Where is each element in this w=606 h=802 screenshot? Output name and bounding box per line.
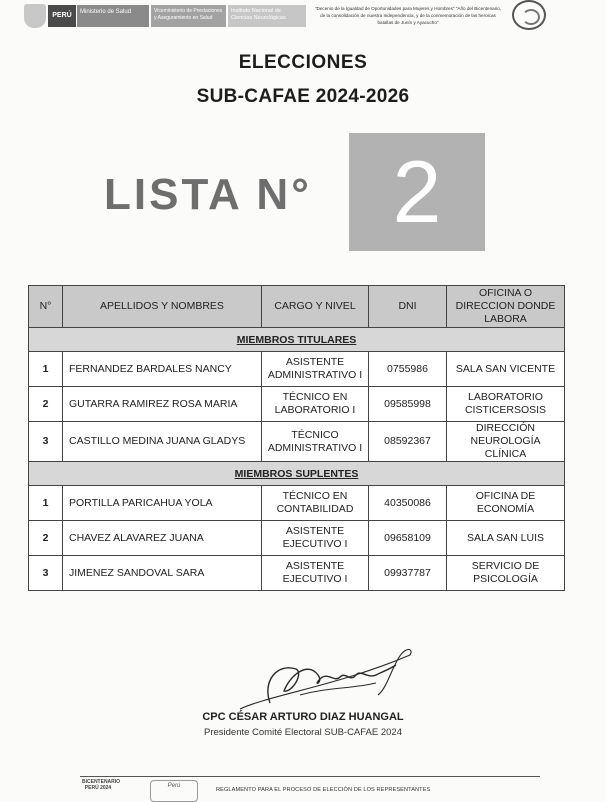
cell-dni: 09937787 <box>369 556 447 591</box>
table-header-row <box>29 286 565 328</box>
header-quote: "Decenio de la Igualdad de Oportunidades para Mujeres y Hombres" "Año del Bicentenario, de la consolidación de nuestra Independencia, y de la conmemoración de las heroicas batallas de Junín y Ayacucho" <box>314 6 502 25</box>
peru-label: PERÚ <box>48 5 76 27</box>
cell-cargo: ASISTENTE EJECUTIVO I <box>262 521 369 556</box>
cell-num: 2 <box>29 387 63 422</box>
cell-name: CHAVEZ ALAVAREZ JUANA <box>63 521 262 556</box>
section-row-suplentes <box>29 462 565 486</box>
signer-role: Presidente Comité Electoral SUB-CAFAE 2024 <box>203 727 402 738</box>
section-row-titulares <box>29 328 565 352</box>
handwritten-signature <box>200 625 420 715</box>
page-subtitle: SUB-CAFAE 2024-2026 <box>196 86 410 107</box>
cell-name: CASTILLO MEDINA JUANA GLADYS <box>63 422 262 462</box>
cell-dni: 08592367 <box>369 422 447 462</box>
peru-shield-icon <box>24 4 46 28</box>
table-row <box>29 556 565 591</box>
table-row <box>29 422 565 462</box>
cell-oficina: SERVICIO DE PSICOLOGÍA <box>447 556 565 591</box>
peru-brand-logo: Perú <box>150 780 198 802</box>
cell-num: 1 <box>29 352 63 387</box>
candidates-table <box>28 285 565 591</box>
cell-num: 1 <box>29 486 63 521</box>
cell-oficina: SALA SAN VICENTE <box>447 352 565 387</box>
header-cargo: CARGO Y NIVEL <box>262 286 369 328</box>
cell-dni: 09585998 <box>369 387 447 422</box>
cell-dni: 40350086 <box>369 486 447 521</box>
cell-num: 2 <box>29 521 63 556</box>
section-titulares: MIEMBROS TITULARES <box>29 328 565 352</box>
cell-cargo: ASISTENTE ADMINISTRATIVO I <box>262 352 369 387</box>
cell-name: JIMENEZ SANDOVAL SARA <box>63 556 262 591</box>
cell-dni: 0755986 <box>369 352 447 387</box>
cell-name: GUTARRA RAMIREZ ROSA MARIA <box>63 387 262 422</box>
bicentenario-logo: BICENTENARIO PERÚ 2024 <box>82 779 121 791</box>
cell-dni: 09658109 <box>369 521 447 556</box>
header-dni: DNI <box>369 286 447 328</box>
footer-divider <box>80 776 540 777</box>
instituto-label: Instituto Nacional de Ciencias Neurológicas <box>228 5 306 27</box>
header-names: APELLIDOS Y NOMBRES <box>63 286 262 328</box>
cell-num: 3 <box>29 556 63 591</box>
cell-oficina: OFICINA DE ECONOMÍA <box>447 486 565 521</box>
header-num: N° <box>29 286 63 328</box>
cell-oficina: DIRECCIÓN NEUROLOGÍA CLÍNICA <box>447 422 565 462</box>
table-row <box>29 521 565 556</box>
cell-cargo: ASISTENTE EJECUTIVO I <box>262 556 369 591</box>
signer-name: CPC CÉSAR ARTURO DIAZ HUANGAL <box>202 711 404 723</box>
cell-name: FERNANDEZ BARDALES NANCY <box>63 352 262 387</box>
table-row <box>29 486 565 521</box>
cell-oficina: LABORATORIO CISTICERSOSIS <box>447 387 565 422</box>
cell-cargo: TÉCNICO EN CONTABILIDAD <box>262 486 369 521</box>
cell-name: PORTILLA PARICAHUA YOLA <box>63 486 262 521</box>
cell-oficina: SALA SAN LUIS <box>447 521 565 556</box>
lista-number: 2 <box>349 133 485 251</box>
lista-label: LISTA N° <box>104 170 312 219</box>
footer-text: REGLAMENTO PARA EL PROCESO DE ELECCIÓN DE LOS REPRESENTANTES <box>216 787 431 793</box>
cell-cargo: TÉCNICO EN LABORATORIO I <box>262 387 369 422</box>
cell-cargo: TÉCNICO ADMINISTRATIVO I <box>262 422 369 462</box>
cell-num: 3 <box>29 422 63 462</box>
page-title: ELECCIONES <box>238 52 368 73</box>
viceministerio-label: Viceministerio de Prestaciones y Aseguramiento en Salud <box>151 5 226 27</box>
table-row <box>29 387 565 422</box>
ministerio-label: Ministerio de Salud <box>77 5 149 27</box>
institute-logo-icon <box>512 0 546 30</box>
section-suplentes: MIEMBROS SUPLENTES <box>29 462 565 486</box>
table-row <box>29 352 565 387</box>
header-oficina: OFICINA O DIRECCION DONDE LABORA <box>447 286 565 328</box>
